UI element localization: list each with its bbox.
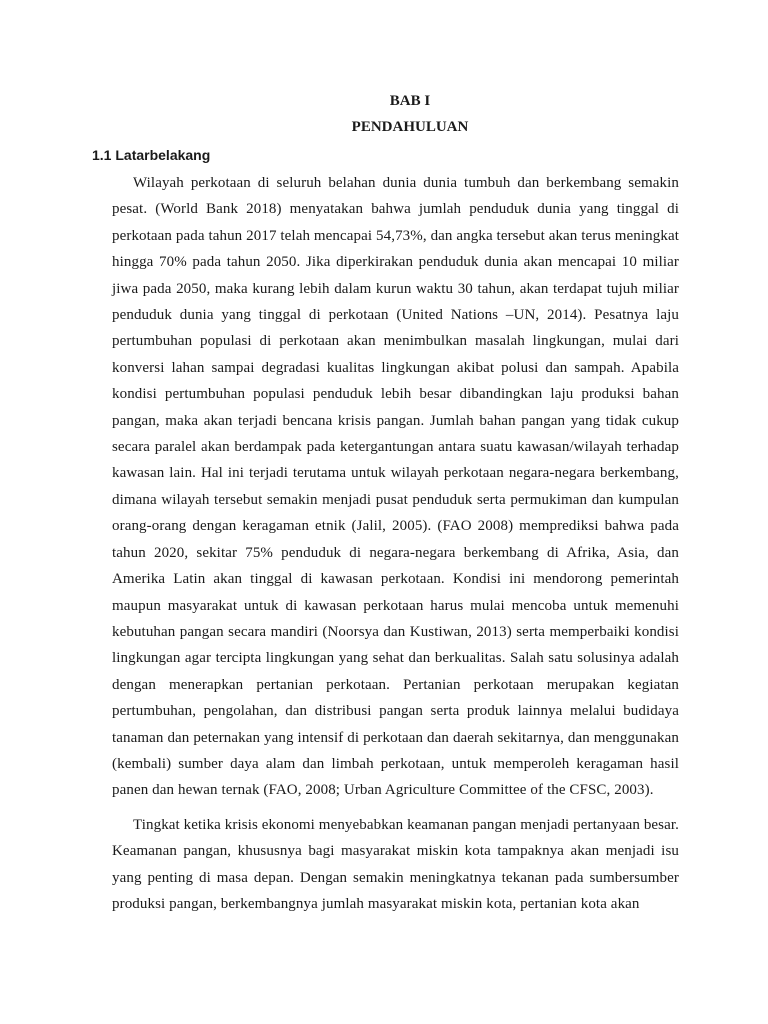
chapter-number: BAB I bbox=[389, 93, 431, 109]
chapter-title: PENDAHULUAN bbox=[351, 119, 469, 135]
paragraph-2: Tingkat ketika krisis ekonomi menyebabkan keamanan pangan menjadi pertanyaan besar. Keamanan pangan, khususnya bagi masyarakat miskin kota tampaknya akan menjadi isu yang penting di masa depan. Dengan semakin meningkatnya tekanan pada sumbersumber produksi pangan, berkembangnya jumlah masyarakat miskin kota, pertanian kota akan bbox=[112, 817, 679, 913]
paragraph-1: Wilayah perkotaan di seluruh belahan dunia dunia tumbuh dan berkembang semakin pesat. (World Bank 2018) menyatakan bahwa jumlah penduduk dunia yang tinggal di perkotaan pada tahun 2017 telah mencapai 54,73%, dan angka tersebut akan terus meningkat hingga 70% pada tahun 2050. Jika diperkirakan penduduk dunia akan mencapai 10 miliar jiwa pada 2050, maka kurang lebih dalam kurun waktu 30 tahun, akan terdapat tujuh miliar penduduk dunia yang tinggal di perkotaan (United Nations –UN, 2014). Pesatnya laju pertumbuhan populasi di perkotaan akan menimbulkan masalah lingkungan, mulai dari konversi lahan sampai degradasi kualitas lingkungan akibat polusi dan sampah. Apabila kondisi pertumbuhan populasi penduduk lebih besar dibandingkan laju produksi bahan pangan, maka akan terjadi bencana krisis pangan. Jumlah bahan pangan yang tidak cukup secara paralel akan berdampak pada ketergantungan antara suatu kawasan/wilayah terhadap kawasan lain. Hal ini terjadi terutama untuk wilayah perkotaan negara-negara berkembang, dimana wilayah tersebut semakin menjadi pusat penduduk serta permukiman dan kumpulan orang-orang dengan keragaman etnik (Jalil, 2005). (FAO 2008) memprediksi bahwa pada tahun 2020, sekitar 75% penduduk di negara-negara berkembang di Afrika, Asia, dan Amerika Latin akan tinggal di kawasan perkotaan. Kondisi ini mendorong pemerintah maupun masyarakat untuk di kawasan perkotaan harus mulai mencoba untuk memenuhi kebutuhan pangan secara mandiri (Noorsya dan Kustiwan, 2013) serta memperbaiki kondisi lingkungan agar tercipta lingkungan yang sehat dan berkualitas. Salah satu solusinya adalah dengan menerapkan pertanian perkotaan. Pertanian perkotaan merupakan kegiatan pertumbuhan, pengolahan, dan distribusi pangan serta produk lainnya melalui budidaya tanaman dan peternakan yang intensif di perkotaan dan daerah sekitarnya, dan menggunakan (kembali) sumber daya alam dan limbah perkotaan, untuk memperoleh keragaman hasil panen dan hewan ternak (FAO, 2008; Urban Agriculture Committee of the CFSC, 2003). bbox=[112, 175, 679, 799]
section-heading: 1.1 Latarbelakang bbox=[92, 147, 211, 163]
